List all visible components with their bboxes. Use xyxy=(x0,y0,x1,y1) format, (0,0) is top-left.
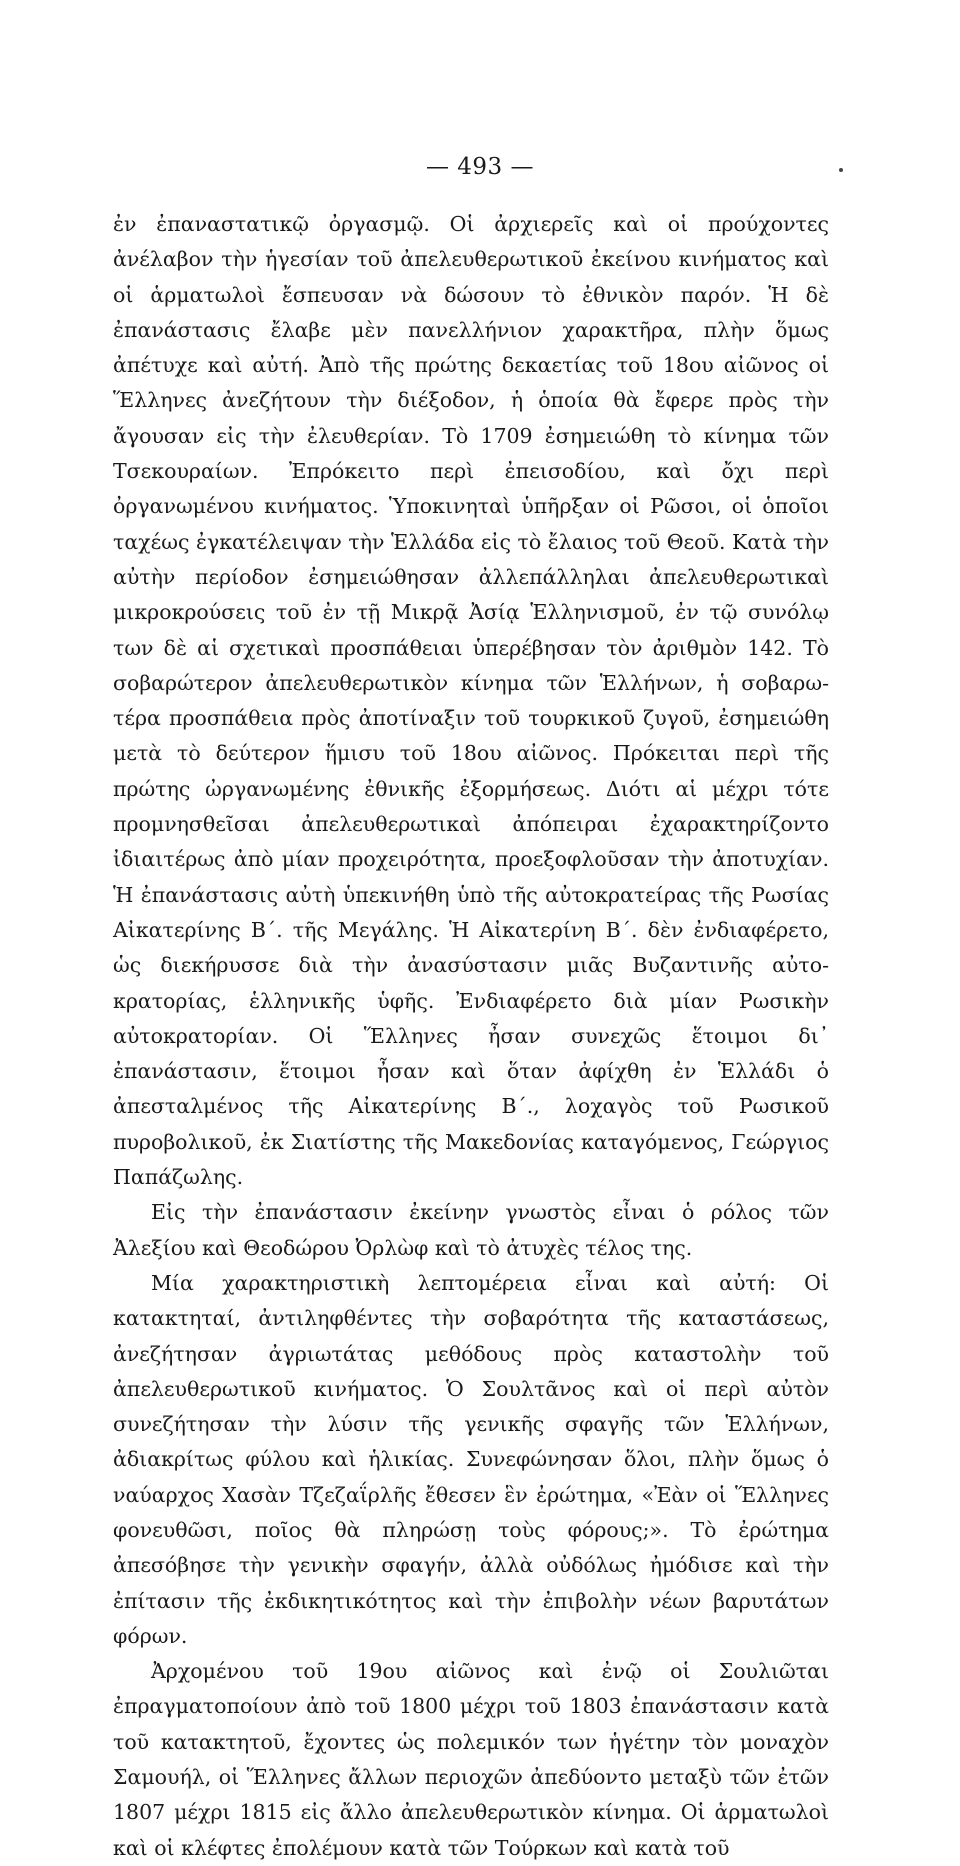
paragraph-4: Ἀρχομένου τοῦ 19ου αἰῶνος καὶ ἐνῷ οἱ Σουλιῶται ἐπραγματοποίουν ἀπὸ τοῦ 1800 μέχρι τοῦ 1803 ἐπανάστασιν κατὰ τοῦ κατακτητοῦ, ἔχοντες ὡς πολεμικόν των ἡγέτην τὸν μοναχὸν Σαμουήλ, οἱ Ἕλληνες ἄλλων περιοχῶν ἀπεδύοντο μεταξὺ τῶν ἐτῶν 1807 μέχρι 1815 εἰς ἄλλο ἀπελευθερωτικὸν κίνημα. Οἱ ἁρματωλοὶ καὶ οἱ κλέφτες ἐπολέμουν κατὰ τῶν Τούρκων καὶ κατὰ τοῦ xyxy=(113,1659,829,1860)
scan-speck xyxy=(839,168,843,172)
paragraph-3: Μία χαρακτηριστικὴ λεπτομέρεια εἶναι καὶ αὐτή: Οἱ κατακτηταί, ἀντιληφθέντες τὴν σοβαρότητα τῆς καταστάσεως, ἀνεζήτησαν ἀγριωτάτας μεθόδους πρὸς καταστολὴν τοῦ ἀπελευθερωτικοῦ κινήματος. Ὁ Σουλτᾶνος καὶ οἱ περὶ αὐτὸν συνεζήτησαν τὴν λύσιν τῆς γενικῆς σφαγῆς τῶν Ἑλλήνων, ἀδιακρίτως φύλου καὶ ἡλικίας. Συνεφώνησαν ὅλοι, πλὴν ὅμως ὁ ναύαρχος Χασὰν Τζεζαΐρλῆς ἔθεσεν ἓν ἐρώτημα, «Ἐὰν οἱ Ἕλληνες φονευθῶσι, ποῖος θὰ πληρώσῃ τοὺς φόρους;». Τὸ ἐρώτημα ἀπεσόβησε τὴν γενικὴν σφαγήν, ἀλλὰ οὐδόλως ἠμόδισε καὶ τὴν ἐπίτασιν τῆς ἐκδικητικότητος καὶ τὴν ἐπιβολὴν νέων βαρυτάτων φόρων. xyxy=(113,1270,829,1648)
paragraph-1: ἐν ἐπαναστατικῷ ὀργασμῷ. Οἱ ἀρχιερεῖς καὶ οἱ προύχοντες ἀνέλαβον τὴν ἡγεσίαν τοῦ ἀπελευθερωτικοῦ ἐκείνου κινήματος καὶ οἱ ἁρματωλοὶ ἔσπευσαν νὰ δώσουν τὸ ἐθνικὸν παρόν. Ἡ δὲ ἐπανάστασις ἔλαβε μὲν πανελλήνιον χαρακτῆρα, πλὴν ὅμως ἀπέτυχε καὶ αὐτή. Ἀπὸ τῆς πρώτης δεκαετίας τοῦ 18ου αἰῶνος οἱ Ἕλληνες ἀνεζήτουν τὴν διέξοδον, ἡ ὁποία θὰ ἔφερε πρὸς τὴν ἄγουσαν εἰς τὴν ἐλευθερίαν. Τὸ 1709 ἐσημειώθη τὸ κίνημα τῶν Τσεκουραίων. Ἐπρόκειτο περὶ ἐπεισοδίου, καὶ ὄχι περὶ ὀργανωμένου κινήματος. Ὑποκινηταὶ ὑπῆρξαν οἱ Ρῶσοι, οἱ ὁποῖοι ταχέως ἐγκατέλειψαν τὴν Ἑλλάδα εἰς τὸ ἔλαιος τοῦ Θεοῦ. Κατὰ τὴν αὐτὴν περίοδον ἐσημειώθησαν ἀλλεπάλληλαι ἀπελευθερωτικαὶ μικροκρούσεις τοῦ ἐν τῇ Μικρᾷ Ἀσίᾳ Ἑλληνισμοῦ, ἐν τῷ συνόλῳ των δὲ αἱ σχετικαὶ προσπάθειαι ὑπερέβησαν τὸν ἀριθμὸν 142. Τὸ σοβαρώτερον ἀπελευθερωτικὸν κίνημα τῶν Ἑλλήνων, ἡ σοβαρωτέρα προσπάθεια πρὸς ἀποτίναξιν τοῦ τουρκικοῦ ζυγοῦ, ἐσημειώθη μετὰ τὸ δεύτερον ἥμισυ τοῦ 18ου αἰῶνος. Πρόκειται περὶ τῆς πρώτης ὠργανωμένης ἐθνικῆς ἐξορμήσεως. Διότι αἱ μέχρι τότε προμνησθεῖσαι ἀπελευθερωτικαὶ ἀπόπειραι ἐχαρακτηρίζοντο ἰδιαιτέρως ἀπὸ μίαν προχειρότητα, προεξοφλοῦσαν τὴν ἀποτυχίαν. Ἡ ἐπανάστασις αὐτὴ ὑπεκινήθη ὑπὸ τῆς αὐτοκρατείρας τῆς Ρωσίας Αἰκατερίνης Β΄. τῆς Μεγάλης. Ἡ Αἰκατερίνη Β΄. δὲν ἐνδιαφέρετο, ὡς διεκήρυσσε διὰ τὴν ἀνασύστασιν μιᾶς Βυζαντινῆς αὐτοκρατορίας, ἑλληνικῆς ὑφῆς. Ἐνδιαφέρετο διὰ μίαν Ρωσικὴν αὐτοκρατορίαν. Οἱ Ἕλληνες ἦσαν συνεχῶς ἕτοιμοι δι᾽ ἐπανάστασιν, ἕτοιμοι ἦσαν καὶ ὅταν ἀφίχθη ἐν Ἑλλάδι ὁ ἀπεσταλμένος τῆς Αἰκατερίνης Β΄., λοχαγὸς τοῦ Ρωσικοῦ πυροβολικοῦ, ἐκ Σιατίστης τῆς Μακεδονίας καταγόμενος, Γεώργιος Παπάζωλης. xyxy=(113,212,829,1190)
body-text xyxy=(113,207,829,1866)
page-number: — 493 — xyxy=(425,154,535,180)
paragraph-2: Εἰς τὴν ἐπανάστασιν ἐκείνην γνωστὸς εἶναι ὁ ρόλος τῶν Ἀλεξίου καὶ Θεοδώρου Ὀρλὼφ καὶ τὸ ἀτυχὲς τέλος της. xyxy=(113,1200,829,1260)
